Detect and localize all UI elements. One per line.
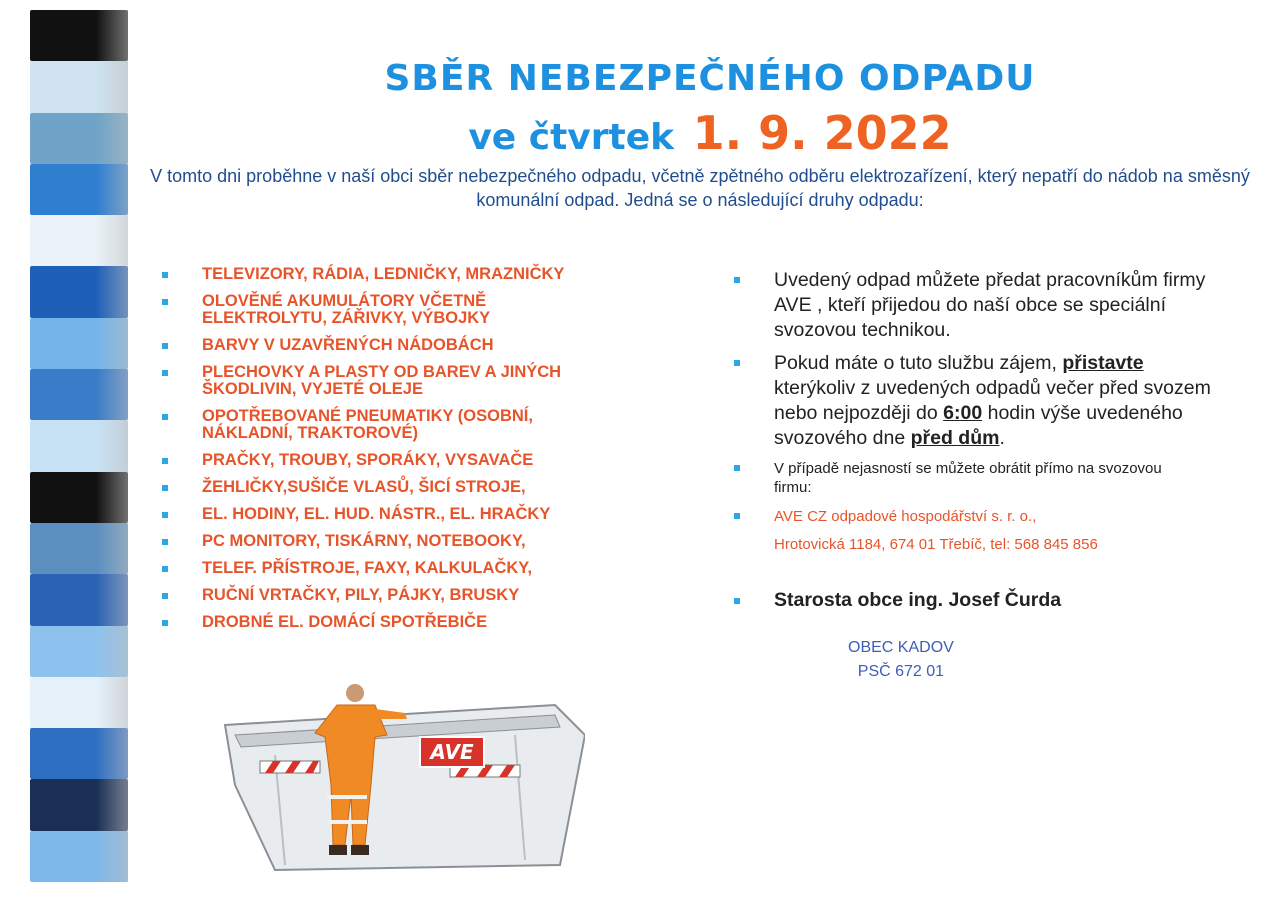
- municipal-stamp: [848, 636, 954, 684]
- instr-underline-house: před dům: [910, 427, 1000, 449]
- subtitle-prefix: ve čtvrtek: [468, 117, 675, 158]
- waste-item: PRAČKY, TROUBY, SPORÁKY, VYSAVAČE: [160, 452, 700, 469]
- ave-logo: [420, 737, 484, 767]
- mayor-signature: Starosta obce ing. Josef Čurda: [732, 589, 1252, 612]
- waste-item: BARVY V UZAVŘENÝCH NÁDOBÁCH: [160, 337, 700, 354]
- warning-stripes-left: [260, 761, 320, 773]
- waste-item: OPOTŘEBOVANÉ PNEUMATIKY (OSOBNÍ, NÁKLADNÍ, TRAKTOROVÉ): [160, 408, 602, 442]
- ave-logo-text: AVE: [430, 740, 474, 764]
- poster-title: SBĚR NEBEZPEČNÉHO ODPADU: [384, 58, 1036, 99]
- instr-underline-place: přistavte: [1062, 352, 1144, 374]
- waste-item: DROBNÉ EL. DOMÁCÍ SPOTŘEBIČE: [160, 614, 700, 631]
- container-illustration: [215, 675, 585, 875]
- company-name: AVE CZ odpadové hospodářství s. r. o.,: [732, 507, 1252, 526]
- instructions-text: [732, 351, 1214, 451]
- instr-part-4: .: [999, 427, 1005, 449]
- waste-item: TELEVIZORY, RÁDIA, LEDNIČKY, MRAZNIČKY: [160, 266, 700, 283]
- contact-note: V případě nejasností se můžete obrátit přímo na svozovou firmu:: [732, 459, 1194, 497]
- instr-underline-time: 6:00: [943, 402, 983, 424]
- waste-item: OLOVĚNÉ AKUMULÁTORY VČETNĚ ELEKTROLYTU, ZÁŘIVKY, VÝBOJKY: [160, 293, 542, 327]
- waste-item: TELEF. PŘÍSTROJE, FAXY, KALKULAČKY,: [160, 560, 700, 577]
- intro-text: V tomto dni proběhne v naší obci sběr nebezpečného odpadu, včetně zpětného odběru elektrozařízení, který nepatří do nádob na směsný komunální odpad. Jedná se o následující druhy odpadu:: [150, 166, 1250, 210]
- stamp-line-2: PSČ 672 01: [857, 663, 945, 680]
- poster-subtitle: [210, 106, 1210, 160]
- waste-item: EL. HODINY, EL. HUD. NÁSTR., EL. HRAČKY: [160, 506, 700, 523]
- waste-item: PLECHOVKY A PLASTY OD BAREV A JINÝCH ŠKODLIVIN, VYJETÉ OLEJE: [160, 364, 642, 398]
- instr-part-3: hodin výše uvedeného svozového dne: [774, 402, 1183, 449]
- stripe-shadow: [96, 10, 128, 882]
- collection-date: 1. 9. 2022: [692, 106, 952, 160]
- waste-item: PC MONITORY, TISKÁRNY, NOTEBOOKY,: [160, 533, 700, 550]
- stamp-line-1: OBEC KADOV: [848, 639, 954, 656]
- company-address: Hrotovická 1184, 674 01 Třebíč, tel: 568 845 856: [774, 536, 1098, 553]
- handover-text: Uvedený odpad můžete předat pracovníkům firmy AVE , kteří přijedou do naší obce se speciální svozovou technikou.: [732, 268, 1214, 343]
- info-list: [732, 268, 1252, 612]
- waste-item: RUČNÍ VRTAČKY, PILY, PÁJKY, BRUSKY: [160, 587, 700, 604]
- waste-item: ŽEHLIČKY,SUŠIČE VLASŮ, ŠICÍ STROJE,: [160, 479, 700, 496]
- instr-part-1: Pokud máte o tuto službu zájem,: [774, 352, 1057, 374]
- waste-types-list: [160, 266, 700, 641]
- instr-part-2: kterýkoliv z uvedených odpadů večer před svozem nebo nejpozději do: [774, 377, 1211, 424]
